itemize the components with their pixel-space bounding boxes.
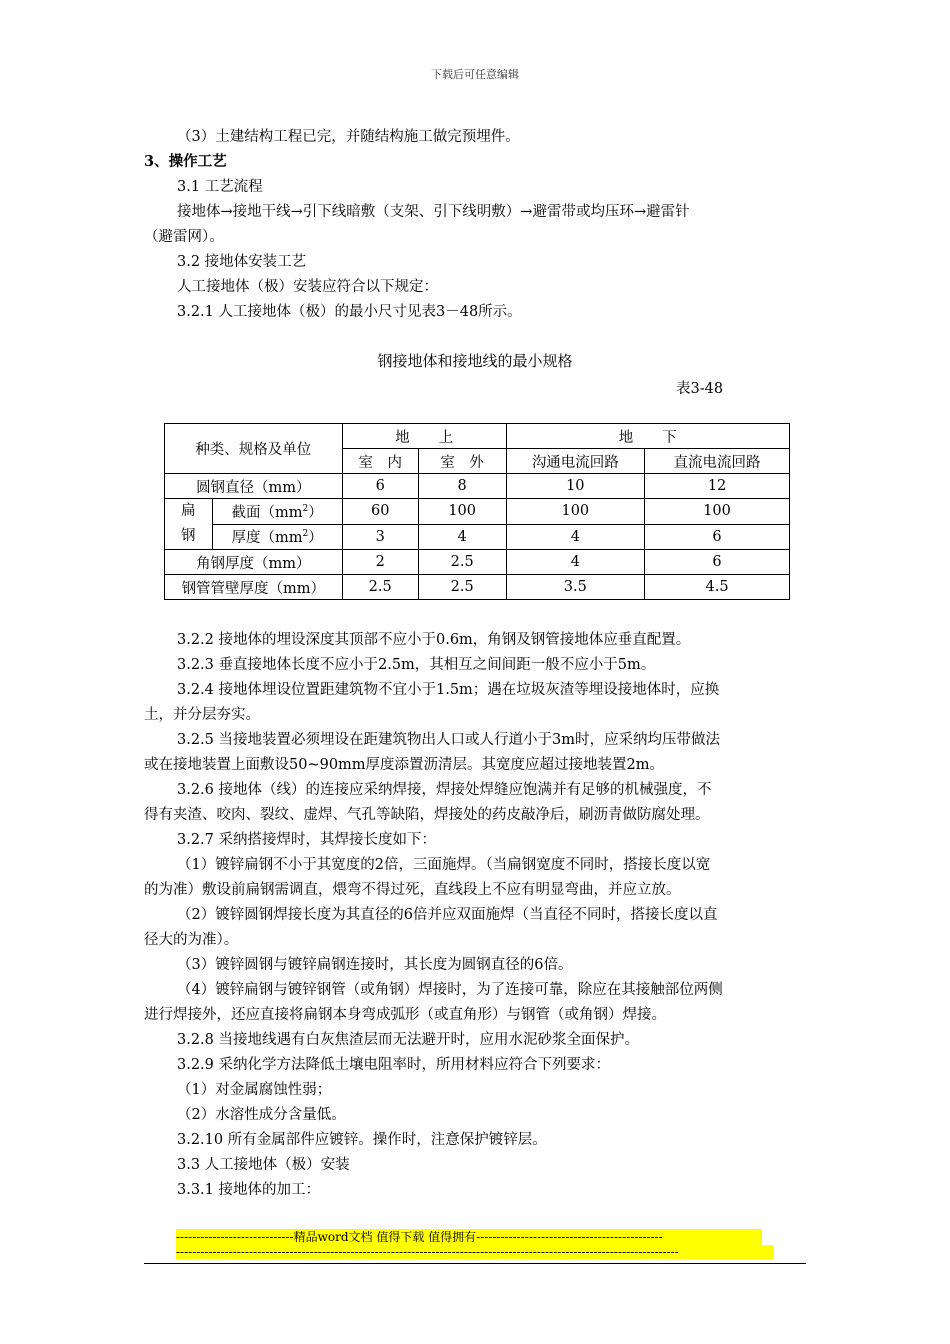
spec-table	[164, 423, 790, 600]
section-3-1-heading: 3.1 工艺流程	[177, 179, 263, 195]
table-caption: 钢接地体和接地线的最小规格	[377, 352, 573, 370]
clause-3-2-5-cont: 或在接地装置上面敷设50~90mm厚度添置沥清层。其宽度应超过接地装置2m。	[144, 757, 665, 773]
section-3-3-heading: 3.3 人工接地体（极）安装	[177, 1157, 350, 1173]
row-label: 截面（mm	[231, 504, 303, 521]
clause-3-2-9-item-1: （1）对金属腐蚀性弱；	[177, 1082, 332, 1098]
clause-3-2-7-item-4: （4）镀锌扁钢与镀锌钢管（或角钢）焊接时，为了连接可靠，除应在其接触部位两侧	[177, 982, 723, 998]
row-label: 钢管管壁厚度（mm）	[165, 575, 343, 600]
clause-3-3-1: 3.3.1 接地体的加工：	[177, 1182, 321, 1198]
header-indoor: 室 内	[342, 449, 418, 474]
section-3-heading: 3、操作工艺	[144, 153, 227, 170]
table-cell: 60	[342, 499, 418, 525]
clause-3-2-5: 3.2.5 当接地装置必须埋设在距建筑物出人口或人行道小于3m时，应采纳均压带做法	[177, 732, 720, 748]
clause-3-2-8: 3.2.8 当接地线遇有白灰焦渣层而无法避开时，应用水泥砂浆全面保护。	[177, 1032, 640, 1048]
clause-3-2-7-item-2-cont: 径大的为准）。	[144, 932, 239, 948]
table-cell: 12	[645, 474, 790, 499]
clause-3-2-6-cont: 得有夹渣、咬肉、裂纹、虚焊、气孔等缺陷，焊接处的药皮敲净后，刷沥青做防腐处理。	[144, 807, 710, 823]
row-label: 厚度（mm	[231, 530, 303, 547]
table-cell: 4	[506, 550, 645, 575]
header-kind: 种类、规格及单位	[165, 424, 343, 474]
clause-3-2-6: 3.2.6 接地体（线）的连接应采纳焊接，焊接处焊缝应饱满并有足够的机械强度，不	[177, 782, 712, 798]
footer-dash-line: ----------------------------------------------------------------------------------------------------------------------------	[176, 1245, 774, 1259]
header-dc: 直流电流回路	[645, 449, 790, 474]
row-label: 角钢厚度（mm）	[165, 550, 343, 575]
table-cell: 100	[418, 499, 506, 525]
process-flow-line-1: 接地体→接地干线→引下线暗敷（支架、引下线明敷）→避雷带或均压环→避雷针	[177, 204, 690, 220]
clause-3-2-7-item-1: （1）镀锌扁钢不小于其宽度的2倍，三面施焊。（当扁钢宽度不同时，搭接长度以宽	[177, 857, 711, 873]
unit-superscript: 2	[302, 503, 309, 514]
clause-3-2-7-item-2: （2）镀锌圆钢焊接长度为其直径的6倍并应双面施焊（当直径不同时，搭接长度以直	[177, 907, 718, 923]
header-above: 地 上	[342, 424, 506, 449]
row-label-thickness: 厚度$(mm^2)$	[212, 524, 342, 550]
clause-3-2-9-item-2: （2）水溶性成分含量低。	[177, 1107, 346, 1123]
table-cell: 2.5	[342, 575, 418, 600]
clause-3-2-4: 3.2.4 接地体埋设位置距建筑物不宜小于1.5m；遇在垃圾灰渣等埋设接地体时，应换	[177, 682, 720, 698]
table-number: 表3-48	[676, 381, 724, 397]
section-3-2-1: 3.2.1 人工接地体（极）的最小尺寸见表3－48所示。	[177, 304, 522, 320]
table-cell: 10	[506, 474, 645, 499]
table-cell: 2	[342, 550, 418, 575]
table-cell: 6	[342, 474, 418, 499]
table-cell: 6	[645, 550, 790, 575]
table-cell: 3.5	[506, 575, 645, 600]
table-row	[165, 474, 790, 499]
table-cell: 2.5	[418, 575, 506, 600]
clause-3-2-9: 3.2.9 采纳化学方法降低土壤电阻率时，所用材料应符合下列要求：	[177, 1057, 611, 1073]
header-below: 地 下	[506, 424, 789, 449]
table-header-row	[165, 424, 790, 449]
table-row	[165, 524, 790, 550]
clause-3-2-7: 3.2.7 采纳搭接焊时，其焊接长度如下：	[177, 832, 437, 848]
table-cell: 8	[418, 474, 506, 499]
page-header: 下载后可任意编辑	[431, 68, 519, 81]
clause-3-2-10: 3.2.10 所有金属部件应镀锌。操作时，注意保护镀锌层。	[177, 1132, 547, 1148]
process-flow-line-2: （避雷网）。	[144, 229, 224, 245]
clause-3-2-7-item-1-cont: 的为准）敷设前扁钢需调直，煨弯不得过死，直线段上不应有明显弯曲，并应立放。	[144, 882, 681, 898]
flat-steel-label	[165, 499, 213, 550]
clause-3-2-7-item-4-cont: 进行焊接外，还应直接将扁钢本身弯成弧形（或直角形）与钢管（或角钢）焊接。	[144, 1007, 666, 1023]
row-label: 圆钢直径（mm）	[165, 474, 343, 499]
table-cell: 4	[506, 524, 645, 550]
table-cell: 100	[645, 499, 790, 525]
row-label-section: 截面$(mm^2)$	[212, 499, 342, 525]
section-3-2-intro: 人工接地体（极）安装应符合以下规定：	[177, 279, 438, 295]
table-row	[165, 499, 790, 525]
clause-3-2-4-cont: 土，并分层夯实。	[144, 707, 260, 723]
table-cell: 100	[506, 499, 645, 525]
intro-item-3: （3）土建结构工程已完，并随结构施工做完预埋件。	[177, 129, 520, 145]
table-cell: 3	[342, 524, 418, 550]
header-outdoor: 室 外	[418, 449, 506, 474]
clause-3-2-2: 3.2.2 接地体的埋设深度其顶部不应小于0.6m，角钢及钢管接地体应垂直配置。	[177, 632, 691, 648]
footer-banner: -----------------------------精品word文档 值得下载 值得拥有----------------------------------------------	[176, 1229, 762, 1245]
table-cell: 4.5	[645, 575, 790, 600]
table-row	[165, 575, 790, 600]
footer-rule	[144, 1263, 806, 1264]
flat-steel-char-1: 扁	[181, 503, 196, 519]
table-row	[165, 550, 790, 575]
header-ac: 沟通电流回路	[506, 449, 645, 474]
unit-superscript: 2	[302, 529, 309, 540]
table-cell: 4	[418, 524, 506, 550]
flat-steel-char-2: 钢	[181, 528, 196, 544]
section-3-2-heading: 3.2 接地体安装工艺	[177, 254, 307, 270]
table-cell: 6	[645, 524, 790, 550]
clause-3-2-7-item-3: （3）镀锌圆钢与镀锌扁钢连接时，其长度为圆钢直径的6倍。	[177, 957, 573, 973]
clause-3-2-3: 3.2.3 垂直接地体长度不应小于2.5m，其相互之间间距一般不应小于5m。	[177, 657, 656, 673]
table-cell: 2.5	[418, 550, 506, 575]
